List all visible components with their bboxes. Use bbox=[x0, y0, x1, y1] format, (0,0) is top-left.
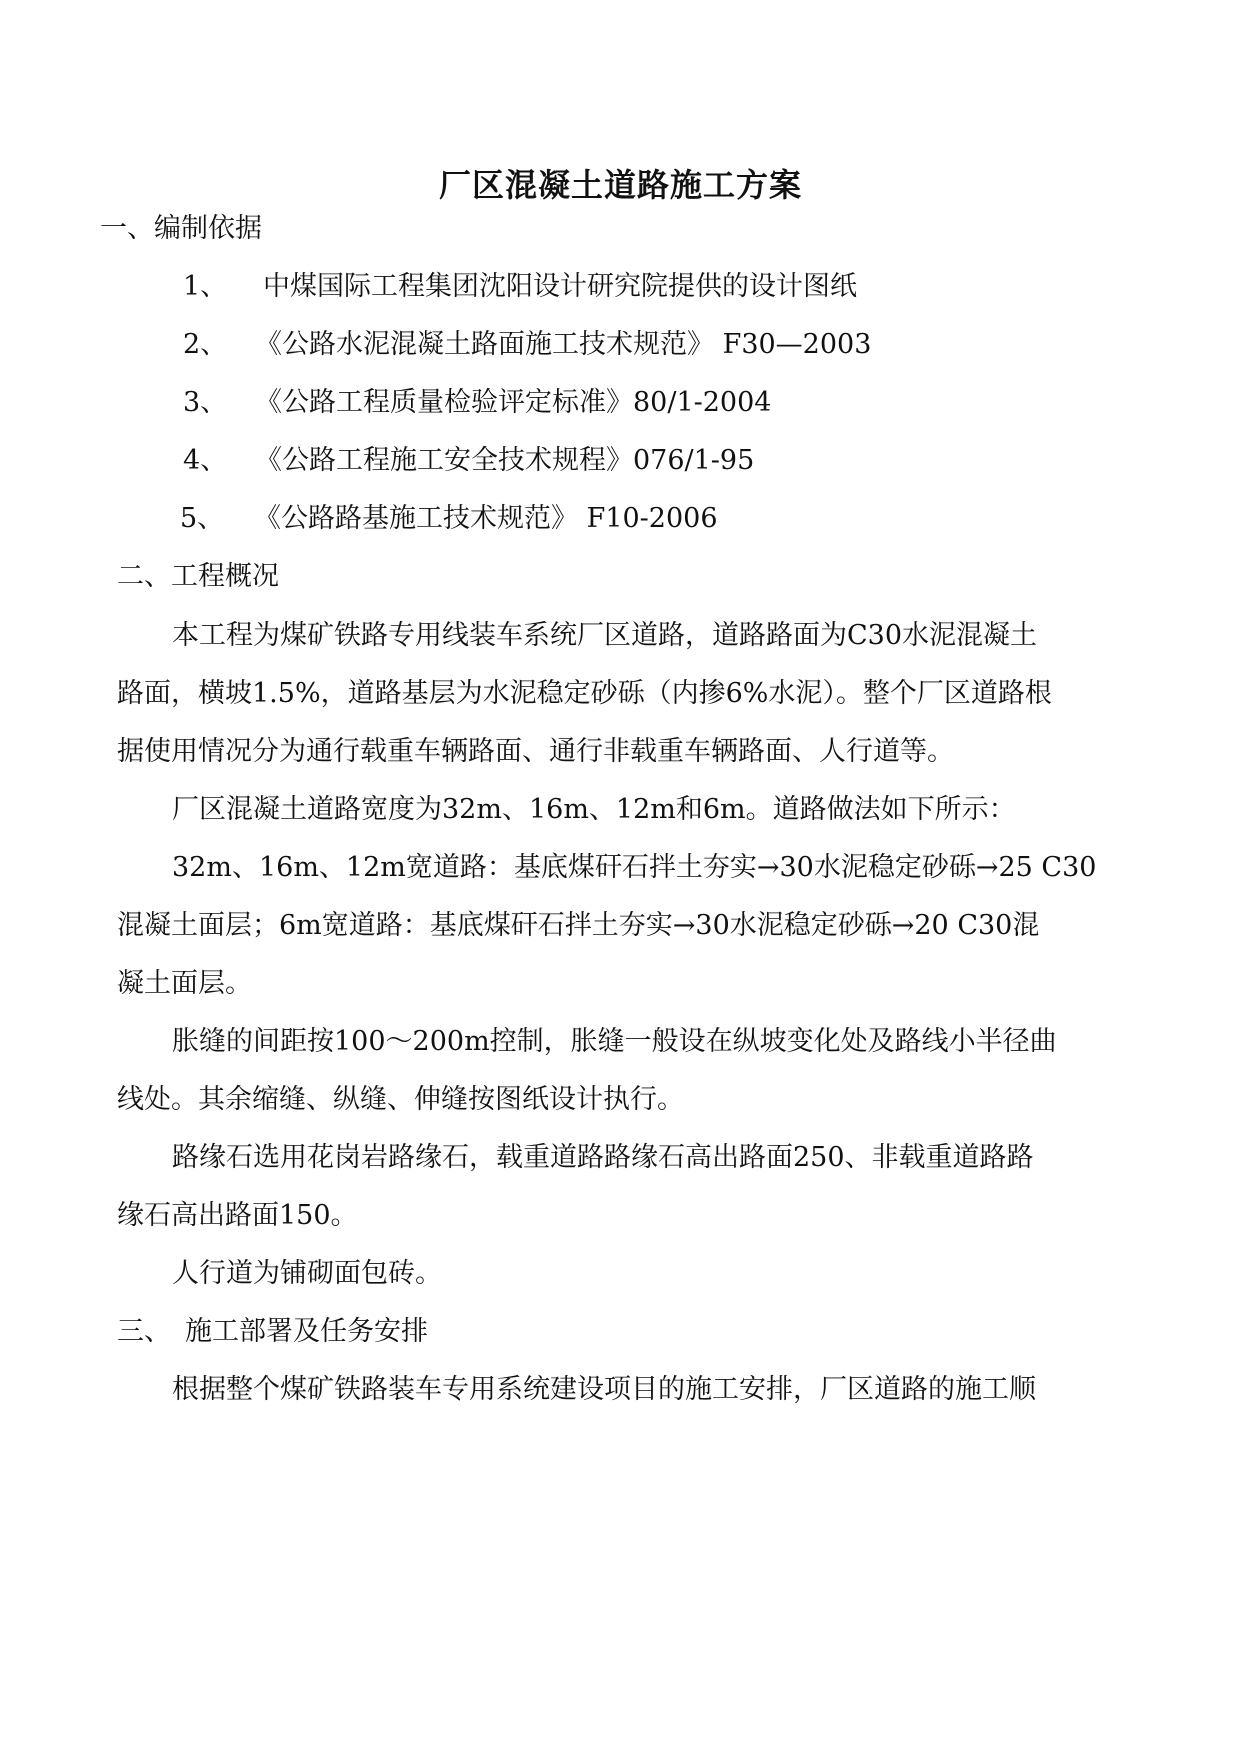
paragraph-line: 路缘石选用花岗岩路缘石，载重道路路缘石高出路面250、非载重道路路 bbox=[172, 1142, 1034, 1173]
paragraph-line: 据使用情况分为通行载重车辆路面、通行非载重车辆路面、人行道等。 bbox=[117, 736, 954, 767]
reference-number: 2、 bbox=[183, 329, 228, 360]
reference-text: 中煤国际工程集团沈阳设计研究院提供的设计图纸 bbox=[263, 271, 857, 302]
paragraph-line: 路面，横坡1.5%，道路基层为水泥稳定砂砾（内掺6%水泥）。整个厂区道路根 bbox=[117, 678, 1052, 709]
reference-text: 《公路工程施工安全技术规程》076/1-95 bbox=[255, 445, 755, 476]
reference-text: 《公路水泥混凝土路面施工技术规范》 F30—2003 bbox=[255, 329, 872, 360]
paragraph-line: 缘石高出路面150。 bbox=[117, 1200, 358, 1231]
paragraph-line: 人行道为铺砌面包砖。 bbox=[172, 1258, 442, 1289]
reference-text: 《公路工程质量检验评定标准》80/1-2004 bbox=[255, 387, 772, 418]
reference-number: 4、 bbox=[183, 445, 228, 476]
paragraph-line: 厂区混凝土道路宽度为32m、16m、12m和6m。道路做法如下所示： bbox=[172, 794, 1016, 825]
reference-item-1 bbox=[183, 264, 857, 303]
reference-item-5 bbox=[180, 496, 718, 535]
paragraph-line: 凝土面层。 bbox=[117, 968, 252, 999]
section-heading-2: 二、工程概况 bbox=[117, 561, 279, 592]
paragraph-line: 32m、16m、12m宽道路：基底煤矸石拌土夯实→30水泥稳定砂砾→25 C30 bbox=[172, 852, 1097, 883]
reference-item-2 bbox=[183, 322, 872, 361]
reference-item-4 bbox=[183, 438, 755, 477]
paragraph-line: 混凝土面层；6m宽道路：基底煤矸石拌土夯实→30水泥稳定砂砾→20 C30混 bbox=[117, 910, 1040, 941]
paragraph-line: 根据整个煤矿铁路装车专用系统建设项目的施工安排，厂区道路的施工顺 bbox=[172, 1374, 1036, 1405]
reference-item-3 bbox=[183, 380, 772, 419]
reference-number: 3、 bbox=[183, 387, 228, 418]
reference-text: 《公路路基施工技术规范》 F10-2006 bbox=[254, 503, 718, 534]
section-number: 三、 bbox=[117, 1316, 171, 1347]
document-title: 厂区混凝土道路施工方案 bbox=[438, 166, 802, 204]
section-heading-3 bbox=[117, 1309, 428, 1348]
section-heading-1: 一、编制依据 bbox=[100, 213, 262, 244]
paragraph-line: 胀缝的间距按100～200m控制，胀缝一般设在纵坡变化处及路线小半径曲 bbox=[172, 1026, 1057, 1057]
paragraph-line: 本工程为煤矿铁路专用线装车系统厂区道路，道路路面为C30水泥混凝土 bbox=[172, 620, 1038, 651]
reference-number: 5、 bbox=[180, 503, 225, 534]
reference-number: 1、 bbox=[183, 271, 228, 302]
section-title: 施工部署及任务安排 bbox=[185, 1316, 428, 1347]
paragraph-line: 线处。其余缩缝、纵缝、伸缝按图纸设计执行。 bbox=[117, 1084, 684, 1115]
